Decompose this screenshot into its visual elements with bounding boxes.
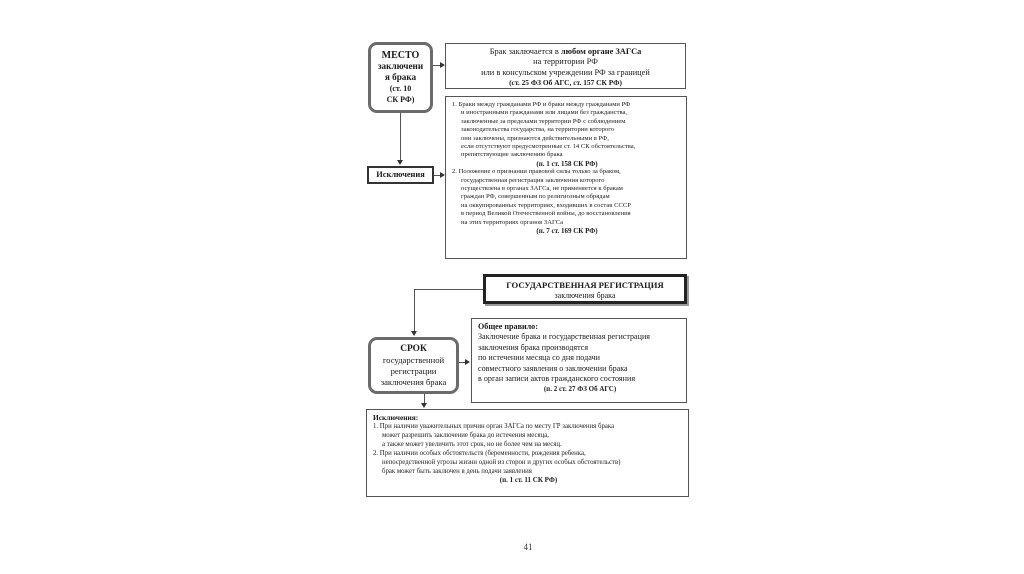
term-of-registration-box [368, 337, 459, 394]
rule-ref: (ст. 25 ФЗ Об АГС, ст. 157 СК РФ) [509, 78, 622, 88]
term-line4: заключения брака [380, 376, 447, 387]
arrow-down-icon [411, 331, 417, 336]
connector-line [414, 289, 415, 331]
rule-line2: на территории РФ [533, 57, 598, 67]
rule-line3: или в консульском учреждении РФ за границей [481, 67, 650, 77]
place-ref2: СК РФ) [386, 95, 415, 104]
exceptions-label-box [367, 166, 434, 184]
exception-item-2: 2. Положение о признании правовой силы только за браком, государственная регистрация заключения которого осуществлена в органах ЗАГСа, не применяется к бракам граждан РФ, совершенным по религиозным обрядам на оккупированных территориях, входивших в состав СССР в период Великой Отечественной войны, до восстановления на этих территориях органов ЗАГСа (п. 7 ст. 169 СК РФ) [452, 168, 682, 235]
registration-title: ГОСУДАРСТВЕННАЯ РЕГИСТРАЦИЯ [506, 280, 664, 290]
general-rule-text: Заключение брака и государственная регистрация заключения брака производятся по истечении месяца со дня подачи совместного заявления о заключении брака в орган записи актов гражданского состояния [478, 332, 651, 384]
place-of-marriage-box [368, 42, 433, 113]
rule-line1: Брак заключается в любом органе ЗАГСа [489, 47, 642, 56]
exception-item-1-ref: (п. 1 ст. 158 СК РФ) [536, 159, 598, 168]
term-exception-item-2: 2. При наличии особых обстоятельств (беременности, рождения ребенка, непосредственной угрозы жизни одной из сторон и других особых обстоятельств) брак может быть заключен в день подачи заявления [373, 450, 621, 475]
arrow-down-icon [421, 403, 427, 408]
connector-line [400, 113, 401, 161]
place-line2: заключени [377, 61, 424, 71]
term-exceptions-box [366, 409, 689, 497]
general-rule-heading: Общее правило: [478, 322, 538, 331]
exception-item-1: 1. Браки между гражданами РФ и браки между гражданами РФ и иностранными гражданами или лицами без гражданства, заключенные за пределами территории РФ с соблюдением законодательства государства, на территории которого они заключены, признаются действительными в РФ, если отсутствуют предусмотренные ст. 14 СК обстоятельства, препятствующие заключению брака (п. 1 ст. 158 СК РФ) [452, 101, 682, 168]
general-rule-box [471, 318, 687, 403]
page-number: 41 [523, 542, 533, 552]
arrow-down-icon [397, 160, 403, 165]
term-title: СРОК [400, 343, 427, 354]
term-line3: регистрации [390, 365, 437, 376]
term-exceptions-ref: (п. 1 ст. 11 СК РФ) [499, 476, 558, 484]
place-ref1: (ст. 10 [389, 84, 412, 93]
registration-subtitle: заключения брака [554, 291, 616, 300]
term-exceptions-heading: Исключения: [373, 413, 419, 422]
exceptions-label: Исключения [376, 170, 425, 179]
arrow-right-icon [465, 359, 470, 365]
general-rule-ref: (п. 2 ст. 27 ФЗ Об АГС) [543, 385, 617, 394]
term-line2: государственной [382, 354, 445, 365]
exception-item-2-ref: (п. 7 ст. 169 СК РФ) [536, 227, 598, 236]
state-registration-header-box [483, 274, 687, 304]
place-line3: я брака [384, 72, 417, 82]
connector-line [414, 289, 483, 290]
place-title: МЕСТО [381, 50, 420, 61]
place-exceptions-box [445, 96, 687, 259]
term-exception-item-1: 1. При наличии уважительных причин орган ЗАГСа по месту ГР заключения брака может разрешить заключение брака до истечения месяца, а также может увеличить этот срок, но не более чем на месяц. [373, 423, 615, 448]
marriage-place-rule-box [445, 43, 686, 89]
